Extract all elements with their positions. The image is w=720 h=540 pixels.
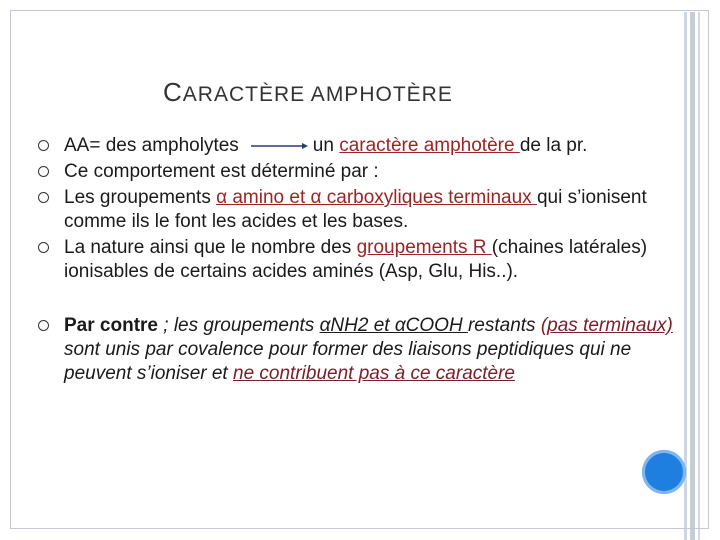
bullet-text: de la pr. bbox=[519, 135, 588, 156]
highlight-text: (pas terminaux) bbox=[540, 315, 673, 336]
bullet-text: Ce comportement est déterminé par : bbox=[64, 161, 379, 182]
list-item bbox=[38, 236, 698, 284]
highlight-text: α amino et α carboxyliques terminaux bbox=[216, 187, 537, 208]
highlight-text: caractère amphotère bbox=[339, 135, 520, 156]
decorative-circle bbox=[642, 450, 686, 494]
arrow-right-icon bbox=[249, 139, 309, 153]
slide-title bbox=[163, 72, 453, 109]
bullet-circle-icon bbox=[38, 192, 49, 203]
bullet-text: un bbox=[312, 135, 340, 156]
title-rest: ARACTÈRE AMPHOTÈRE bbox=[182, 83, 453, 106]
list-item bbox=[38, 186, 698, 234]
bullet-circle-icon bbox=[38, 140, 49, 151]
bullet-text: La nature ainsi que le nombre des bbox=[64, 237, 357, 258]
bullet-text: Les groupements bbox=[64, 187, 217, 208]
bullet-text: (chaines latérales) ionisables de certains acides aminés (Asp, Glu, His..). bbox=[64, 237, 648, 282]
bullet-text: AA= des ampholytes bbox=[64, 135, 239, 156]
bullet-text: ; les groupements bbox=[157, 315, 320, 336]
bullet-text: sont unis par covalence pour former des liaisons peptidiques qui ne peuvent s’ioniser et bbox=[64, 339, 632, 384]
highlight-text: groupements R bbox=[356, 237, 492, 258]
bullet-circle-icon bbox=[38, 166, 49, 177]
bullet-list bbox=[38, 134, 698, 388]
list-item bbox=[38, 314, 698, 386]
bullet-text: restants bbox=[467, 315, 541, 336]
title-initial: C bbox=[163, 77, 183, 107]
bullet-text: Par contre bbox=[64, 315, 158, 336]
bullet-text: qui s’ionisent comme ils le font les acides et les bases. bbox=[64, 187, 647, 232]
bullet-circle-icon bbox=[38, 242, 49, 253]
bullet-circle-icon bbox=[38, 320, 49, 331]
list-item bbox=[38, 134, 698, 158]
highlight-text: ne contribuent pas à ce caractère bbox=[233, 363, 516, 384]
highlight-text: αNH2 et αCOOH bbox=[319, 315, 468, 336]
list-item bbox=[38, 160, 698, 184]
